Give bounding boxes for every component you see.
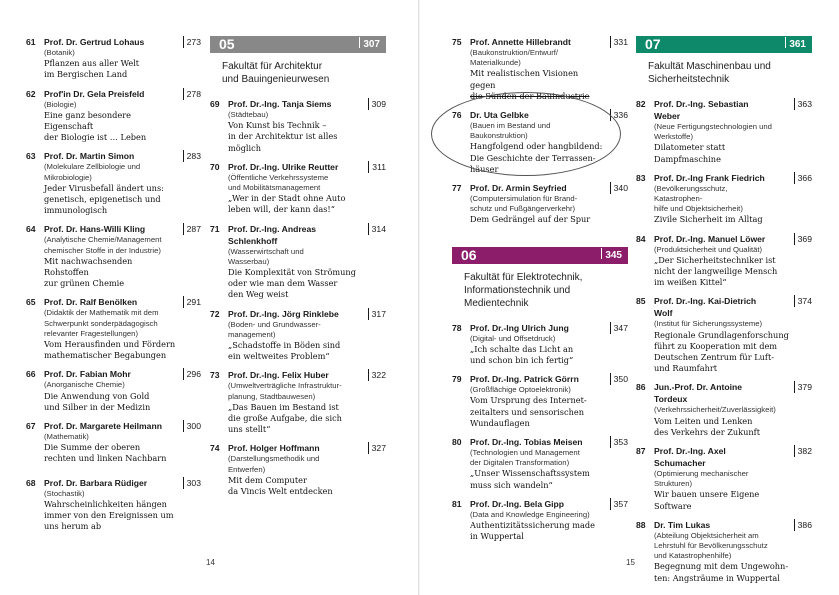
department-line: Schwerpunkt sonderpädagogisch: [44, 318, 158, 328]
chapter-title-line: und schon bin ich fertig“: [470, 355, 574, 366]
entry-number: 87: [636, 446, 646, 457]
toc-entry[interactable]: [210, 98, 386, 154]
chapter-title-line: im Bergischen Land: [44, 69, 128, 80]
entry-page-number: 278: [183, 88, 201, 100]
author-name: Prof. Dr.-Ing. Andreas Schlenkhoff: [228, 223, 317, 246]
entry-number: 80: [452, 437, 462, 448]
chapter-title-line: den Weg weist: [228, 289, 289, 300]
author-name: Prof. Dr.-Ing. Bela Gipp: [470, 498, 565, 509]
department-line: (Produktsicherheit und Qualität): [654, 244, 763, 254]
department-line: (Computersimulation für Brand-: [470, 194, 578, 204]
chapter-title-line: Von Kunst bis Technik –: [228, 120, 327, 131]
department-line: (Data and Knowledge Engineering): [470, 509, 590, 519]
faculty-number: 06: [461, 246, 477, 263]
author-name: Prof. Dr. Martin Simon: [44, 151, 135, 162]
chapter-title-line: der Biologie ist … Leben: [44, 132, 147, 143]
author-name: Prof. Dr. Armin Seyfried: [470, 183, 567, 194]
entry-number: 85: [636, 296, 646, 307]
department-line: (Darstellungsmethodik und: [228, 454, 320, 464]
entry-number: 68: [26, 477, 36, 488]
faculty-name: Fakultät für Architektur und Bauingenieurwesen: [222, 61, 330, 85]
author-name: Dr. Uta Gelbke: [470, 110, 529, 121]
department-line: (Baukonstruktion/Entwurf/: [470, 48, 559, 57]
chapter-title-line: Wir bauen unsere Eigene Software: [654, 489, 760, 511]
faculty-06-entries: [452, 322, 628, 543]
department-line: (Molekulare Zellbiologie und: [44, 162, 141, 172]
left-column-1: [26, 36, 201, 540]
department-line: relevanter Fragestellungen): [44, 328, 139, 338]
entry-page-number: 382: [794, 445, 812, 457]
author-name: Prof. Dr.-Ing Frank Fiedrich: [654, 172, 765, 183]
toc-entry[interactable]: [636, 172, 812, 226]
chapter-title-line: des Verkehrs der Zukunft: [654, 426, 761, 437]
chapter-title-line: mathematischer Begabungen: [44, 350, 167, 361]
toc-entry[interactable]: [26, 223, 201, 289]
chapter-title-line: uns stellt“: [228, 424, 271, 435]
left-page: [0, 0, 419, 595]
toc-entry[interactable]: [210, 308, 386, 363]
chapter-title-line: oder wie man dem Wasser: [228, 278, 338, 289]
faculty-page-number: 345: [601, 247, 622, 264]
author-name: Prof. Dr. Hans-Willi Kling: [44, 224, 146, 235]
author-name: Prof. Dr. Margarete Heilmann: [44, 421, 162, 432]
faculty-number: 05: [219, 36, 235, 52]
entry-page-number: 291: [183, 296, 201, 308]
chapter-title-line: „Der Sicherheitstechniker ist: [654, 254, 776, 265]
department-line: der Digitalen Transformation): [470, 458, 570, 468]
faculty-05-entries: [210, 98, 386, 497]
toc-entry[interactable]: [210, 442, 386, 497]
chapter-title-line: Vom Herausfinden und Fördern: [44, 339, 176, 350]
department-line: schutz und Fußgängerverkehr): [470, 204, 576, 214]
toc-entry[interactable]: [210, 223, 386, 301]
toc-entry[interactable]: [26, 36, 201, 81]
entry-page-number: 340: [610, 182, 628, 194]
toc-entry[interactable]: [636, 381, 812, 438]
chapter-title-line: Dilatometer statt Dampfmaschine: [654, 142, 726, 164]
department-line: chemischer Stoffe in der Industrie): [44, 245, 161, 255]
author-name: Prof. Annette Hillebrandt: [470, 37, 571, 47]
chapter-title-line: da Vincis Welt entdecken: [228, 486, 333, 497]
entry-number: 76: [452, 110, 462, 121]
chapter-title-line: Hangfolgend oder hangbildend:: [470, 141, 603, 152]
author-name: Prof. Dr. Gertrud Lohaus: [44, 37, 145, 47]
department-line: (Wasserwirtschaft und: [228, 246, 304, 256]
chapter-title-line: häuser: [470, 163, 499, 174]
chapter-title-line: Vom Ursprung des Internet-: [470, 395, 587, 406]
toc-entry[interactable]: [26, 368, 201, 413]
department-line: (Neue Fertigungstechnologien und: [654, 122, 772, 131]
entry-page-number: 336: [610, 109, 628, 121]
toc-entry[interactable]: [636, 445, 812, 512]
author-name: Prof. Dr.-Ing. Ulrike Reutter: [228, 161, 339, 172]
toc-entry[interactable]: [26, 88, 201, 144]
author-name: Prof. Dr.-Ing. Kai-Dietrich Wolf: [654, 296, 757, 319]
entry-page-number: 296: [183, 368, 201, 380]
chapter-title-line: in Wuppertal: [470, 531, 524, 542]
entry-number: 78: [452, 322, 462, 333]
department-line: (Didaktik der Mathematik mit dem: [44, 308, 159, 318]
entry-number: 70: [210, 161, 220, 172]
chapter-title-line: „Das Bauen im Bestand ist: [228, 401, 339, 412]
entry-number: 79: [452, 374, 462, 385]
chapter-title-line: ein weltweites Problem“: [228, 351, 330, 362]
department-line: (Stochastik): [44, 488, 85, 498]
faculty-07-entries: [636, 98, 812, 584]
entry-page-number: 287: [183, 223, 201, 235]
chapter-title-line: Dem Gedrängel auf der Spur: [470, 214, 591, 225]
toc-entry[interactable]: [636, 295, 812, 374]
chapter-title-line: Wahrscheinlichkeiten hängen: [44, 498, 167, 509]
entry-page-number: 317: [368, 308, 386, 320]
chapter-title-line: im weißen Kittel“: [654, 277, 727, 288]
entry-page-number: 300: [183, 420, 201, 432]
entry-number: 65: [26, 297, 36, 308]
entry-page-number: 314: [368, 223, 386, 235]
department-line: (Digital- und Offsetdruck): [470, 333, 556, 343]
chapter-title-line: führt zu Kooperation mit dem: [654, 340, 778, 351]
author-name: Prof. Dr.-Ing. Sebastian Weber: [654, 99, 749, 121]
department-line: planung, Stadtbauwesen): [228, 391, 316, 401]
chapter-title-line: Mit dem Computer: [228, 474, 307, 485]
chapter-title-line: Mit nachwachsenden Rohstoffen: [44, 255, 133, 278]
department-line: (Institut für Sicherungssysteme): [654, 319, 763, 329]
chapter-title-line: ten: Angsträume in Wuppertal: [654, 572, 780, 583]
chapter-title-line: immer von den Ereignissen um: [44, 510, 174, 521]
entry-number: 64: [26, 224, 36, 235]
chapter-title-line: möglich: [228, 142, 262, 153]
entry-page-number: 331: [610, 36, 628, 48]
department-line: (Umweltverträgliche Infrastruktur-: [228, 381, 342, 391]
entry-number: 67: [26, 421, 36, 432]
entry-page-number: 327: [368, 442, 386, 454]
chapter-title-line: Wundauflagen: [470, 417, 530, 428]
chapter-title-line: Die Anwendung von Gold: [44, 390, 150, 401]
department-line: und Katastrophenhilfe): [654, 551, 732, 561]
toc-entry[interactable]: [452, 498, 628, 543]
entry-page-number: 273: [183, 36, 201, 48]
toc-entry[interactable]: [210, 161, 386, 216]
entry-page-number: 363: [794, 98, 812, 110]
toc-entry[interactable]: [26, 150, 201, 216]
entry-number: 82: [636, 99, 646, 109]
department-line: (Verkehrssicherheit/Zuverlässigkeit): [654, 405, 776, 415]
toc-entry[interactable]: [26, 296, 201, 361]
chapter-title-line: Regionale Grundlagenforschung: [654, 329, 789, 340]
entry-number: 71: [210, 223, 220, 234]
department-line: (Botanik): [44, 48, 75, 57]
chapter-title-line: „Schadstoffe in Böden sind: [228, 340, 341, 351]
author-name: Prof. Dr.-Ing. Axel Schumacher: [654, 446, 726, 469]
author-name: Prof. Dr. Ralf Benölken: [44, 297, 138, 308]
entry-page-number: 379: [794, 381, 812, 393]
author-name: Prof. Dr. Fabian Mohr: [44, 369, 131, 380]
chapter-title-line: Jeder Virusbefall ändert uns:: [44, 182, 164, 193]
entry-page-number: 322: [368, 369, 386, 381]
author-name: Prof. Dr.-Ing. Felix Huber: [228, 370, 329, 381]
page-folio-right: 15: [626, 558, 635, 567]
chapter-title-line: „Ich schalte das Licht an: [470, 343, 574, 354]
author-name: Prof. Holger Hoffmann: [228, 443, 320, 454]
chapter-title-line: zur grünen Chemie: [44, 278, 125, 289]
entry-page-number: 283: [183, 150, 201, 162]
chapter-title-line: in der Architektur ist alles: [228, 131, 338, 142]
author-name: Prof. Dr.-Ing. Manuel Löwer: [654, 233, 766, 244]
author-name: Prof. Dr.-Ing. Tanja Siems: [228, 99, 332, 109]
entry-number: 75: [452, 37, 462, 47]
entry-number: 81: [452, 498, 462, 509]
department-line: und Mobilitätsmanagement: [228, 183, 321, 193]
chapter-title-line: Eine ganz besondere Eigenschaft: [44, 109, 131, 132]
department-line: Entwerfen): [228, 464, 266, 474]
toc-entry[interactable]: [636, 98, 812, 165]
faculty-page-number: 361: [785, 36, 806, 53]
toc-entry[interactable]: [452, 373, 628, 429]
chapter-title-line: die Sünden der Bauindustrie: [470, 90, 590, 101]
department-line: (Mathematik): [44, 432, 89, 442]
faculty-name: Fakultät Maschinenbau und Sicherheitstechnik: [648, 61, 771, 85]
entry-page-number: 309: [368, 98, 386, 110]
faculty-header-06[interactable]: [452, 247, 628, 264]
chapter-title-line: uns herum ab: [44, 521, 102, 532]
toc-entry[interactable]: [452, 322, 628, 367]
entry-page-number: 311: [368, 161, 386, 173]
department-line: Mikrobiologie): [44, 172, 92, 182]
department-line: (Boden- und Grundwasser-: [228, 319, 321, 329]
entry-number: 63: [26, 151, 36, 162]
chapter-title-line: Vom Leiten und Lenken: [654, 415, 753, 426]
chapter-title-line: „Unser Wissenschaftssystem: [470, 468, 590, 479]
department-line: management): [228, 329, 276, 339]
entry-page-number: 369: [794, 233, 812, 245]
department-line: (Bauen im Bestand und: [470, 121, 551, 131]
faculty-header-07[interactable]: [636, 36, 812, 53]
entry-number: 73: [210, 370, 220, 381]
entry-page-number: 353: [610, 436, 628, 448]
chapter-title-line: „Wer in der Stadt ohne Auto: [228, 193, 346, 204]
entry-page-number: 350: [610, 373, 628, 385]
chapter-title-line: und Silber in der Medizin: [44, 401, 151, 412]
chapter-title-line: zeitalters und sensorischen: [470, 406, 584, 417]
chapter-title-line: genetisch, epigenetisch und: [44, 194, 161, 205]
chapter-title-line: muss sich wandeln“: [470, 479, 553, 490]
entry-page-number: 366: [794, 172, 812, 184]
chapter-title-line: Authentizitätssicherung made: [470, 520, 595, 531]
faculty-header-05[interactable]: [210, 36, 386, 53]
entry-page-number: 347: [610, 322, 628, 334]
entry-number: 61: [26, 37, 36, 47]
left-column-2: [210, 36, 386, 504]
department-line: (Großflächige Optoelektronik): [470, 385, 571, 395]
author-name: Jun.-Prof. Dr. Antoine Tordeux: [654, 382, 743, 405]
department-line: Baukonstruktion): [470, 131, 528, 141]
entry-number: 83: [636, 172, 646, 183]
department-line: Werkstoffe): [654, 132, 694, 142]
entry-page-number: 357: [610, 498, 628, 510]
entry-number: 84: [636, 233, 646, 244]
chapter-title-line: Mit realistischen Visionen gegen: [470, 68, 579, 90]
author-name: Prof. Dr.-Ing Ulrich Jung: [470, 322, 569, 333]
department-line: hilfe und Objektsicherheit): [654, 204, 743, 214]
toc-entry[interactable]: [452, 436, 628, 491]
chapter-title-line: Begegnung mit dem Ungewohn-: [654, 561, 789, 572]
right-column-2: [636, 36, 812, 591]
author-name: Prof. Dr. Barbara Rüdiger: [44, 477, 148, 488]
toc-entry[interactable]: [26, 477, 201, 533]
entry-number: 72: [210, 308, 220, 319]
entry-number: 77: [452, 183, 462, 194]
chapter-title-line: Deutschen Zentrum für Luft-: [654, 352, 775, 363]
chapter-title-line: immunologisch: [44, 205, 108, 216]
department-line: Materialkunde): [470, 58, 521, 68]
toc-entry[interactable]: [210, 369, 386, 435]
entry-number: 62: [26, 88, 36, 99]
entry-page-number: 386: [794, 519, 812, 531]
toc-entry[interactable]: [452, 182, 628, 226]
chapter-title-line: Die Geschichte der Terrassen-: [470, 152, 596, 163]
department-line: (Anorganische Chemie): [44, 380, 125, 390]
department-line: (Öffentliche Verkehrssysteme: [228, 172, 329, 182]
chapter-title-line: Die Summe der oberen: [44, 442, 141, 453]
right-page: [420, 0, 839, 595]
page-folio-left: 14: [206, 558, 215, 567]
entry-number: 88: [636, 519, 646, 530]
toc-entry[interactable]: [636, 233, 812, 289]
department-line: (Analytische Chemie/Management: [44, 235, 162, 245]
department-line: (Optimierung mechanischer: [654, 469, 749, 479]
toc-entry[interactable]: [636, 519, 812, 584]
entry-number: 86: [636, 382, 646, 393]
faculty-page-number: 307: [359, 36, 380, 53]
chapter-title-line: nicht der langweilige Mensch: [654, 266, 778, 277]
chapter-title-line: Zivile Sicherheit im Alltag: [654, 214, 763, 225]
chapter-title-line: die große Aufgabe, die sich: [228, 413, 342, 424]
department-line: (Technologien und Management: [470, 448, 580, 458]
department-line: (Städtebau): [228, 110, 269, 119]
author-name: Prof. Dr.-Ing. Patrick Görrn: [470, 374, 579, 385]
chapter-title-line: Die Komplexität von Strömung: [228, 267, 356, 278]
entry-page-number: 303: [183, 477, 201, 489]
author-name: Dr. Tim Lukas: [654, 519, 711, 530]
department-line: Wasserbau): [228, 256, 270, 266]
chapter-title-line: leben will, der kann das!“: [228, 204, 335, 215]
entry-page-number: 374: [794, 295, 812, 307]
department-line: Strukturen): [654, 479, 693, 489]
department-line: (Abteilung Objektsicherheit am: [654, 530, 759, 540]
faculty-number: 07: [645, 36, 661, 52]
entry-number: 69: [210, 99, 220, 109]
author-name: Prof. Dr.-Ing. Tobias Meisen: [470, 437, 583, 448]
entry-number: 66: [26, 369, 36, 380]
chapter-title-line: und Raumfahrt: [654, 363, 718, 374]
toc-entry[interactable]: [26, 420, 201, 465]
department-line: (Bevölkerungsschutz, Katastrophen-: [654, 183, 728, 204]
entry-number: 74: [210, 443, 220, 454]
chapter-title-line: rechten und linken Nachbarn: [44, 453, 167, 464]
faculty-name: Fakultät für Elektrotechnik, Informationstechnik und Medientechnik: [464, 271, 583, 309]
department-line: (Biologie): [44, 99, 77, 109]
department-line: Lehrstuhl für Bevölkerungsschutz: [654, 541, 768, 551]
chapter-title-line: Pflanzen aus aller Welt: [44, 58, 140, 69]
author-name: Prof. Dr.-Ing. Jörg Rinklebe: [228, 308, 339, 319]
hand-drawn-circle-annotation: [431, 92, 621, 176]
author-name: Prof'in Dr. Gela Preisfeld: [44, 88, 145, 99]
